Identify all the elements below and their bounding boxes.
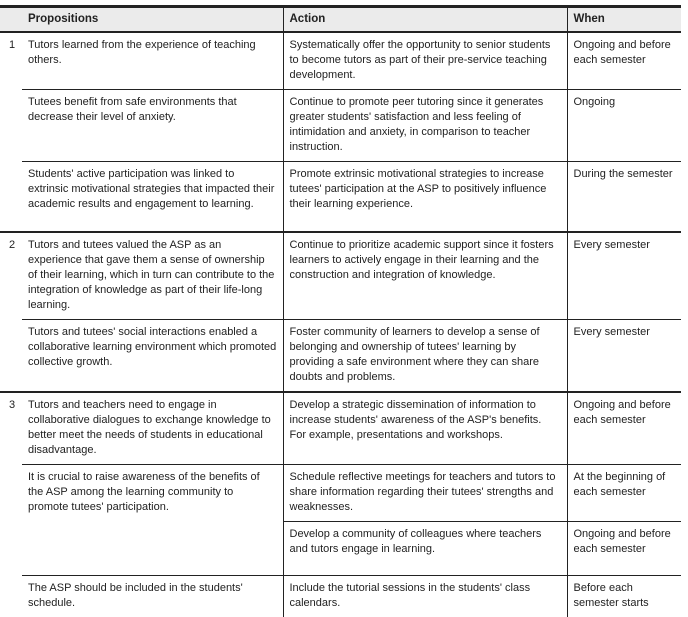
propositions-header: Propositions [22,7,283,33]
proposition-cell: Tutees benefit from safe environments that decrease their level of anxiety. [22,90,283,162]
when-cell: Ongoing [567,90,681,162]
when-cell: Every semester [567,232,681,320]
number-header [0,7,22,33]
proposition-cell: Students' active participation was linked to extrinsic motivational strategies that impacted their academic results and engagement to learning. [22,162,283,232]
table-row [0,464,681,521]
when-cell: During the semester [567,162,681,232]
when-cell: Ongoing and before each semester [567,392,681,465]
action-cell: Schedule reflective meetings for teachers and tutors to share information regarding their tutees' strengths and weaknesses. [283,464,567,521]
table-row [0,162,681,232]
when-cell: Before each semester starts [567,575,681,617]
proposition-cell: Tutors and tutees' social interactions enabled a collaborative learning environment which promoted collective growth. [22,319,283,392]
group-number: 2 [0,232,22,392]
action-cell: Continue to prioritize academic support since it fosters learners to actively engage in their learning and the construction and integration of knowledge. [283,232,567,320]
proposition-cell: Tutors learned from the experience of teaching others. [28,39,256,66]
action-cell: Develop a community of colleagues where teachers and tutors engage in learning. [283,521,567,575]
when-cell: Ongoing and before each semester [567,32,681,90]
action-cell: Continue to promote peer tutoring since it generates greater students' satisfaction and less feeling of intimidation and anxiety, in comparison to teacher instruction. [283,90,567,162]
when-cell: At the beginning of each semester [567,464,681,521]
when-header: When [567,7,681,33]
proposition-cell: It is crucial to raise awareness of the benefits of the ASP among the learning community to promote tutees' participation. [22,464,283,575]
group-number: 1 [9,39,16,51]
action-cell: Promote extrinsic motivational strategies to increase tutees' participation at the ASP to positively influence their learning experience. [283,162,567,232]
when-cell: Every semester [567,319,681,392]
action-cell: Systematically offer the opportunity to senior students to become tutors as part of their pre-service teaching development. [283,32,567,90]
table-row [0,232,681,320]
proposition-cell: The ASP should be included in the students' schedule. [22,575,283,617]
table-row [0,319,681,392]
proposition-cell: Tutors and tutees valued the ASP as an experience that gave them a sense of ownership of their learning, which in turn can contribute to the integration of knowledge as part of their life-long learning. [22,232,283,320]
table-row [0,32,681,90]
table-row [0,90,681,162]
action-header: Action [283,7,567,33]
when-cell: Ongoing and before each semester [567,521,681,575]
table-row [0,392,681,465]
table-row [0,575,681,617]
proposition-cell: Tutors and teachers need to engage in collaborative dialogues to exchange knowledge to better meet the needs of students in educational disadvantage. [22,392,283,465]
action-cell: Include the tutorial sessions in the students' class calendars. [283,575,567,617]
group-number: 3 [0,392,22,617]
action-cell: Foster community of learners to develop a sense of belonging and ownership of tutees' learning by providing a safe environment where they can share doubts and problems. [283,319,567,392]
propositions-table [0,5,681,617]
action-cell: Develop a strategic dissemination of information to increase students' awareness of the ASP's benefits. For example, presentations and workshops. [283,392,567,465]
header-row [0,7,681,33]
